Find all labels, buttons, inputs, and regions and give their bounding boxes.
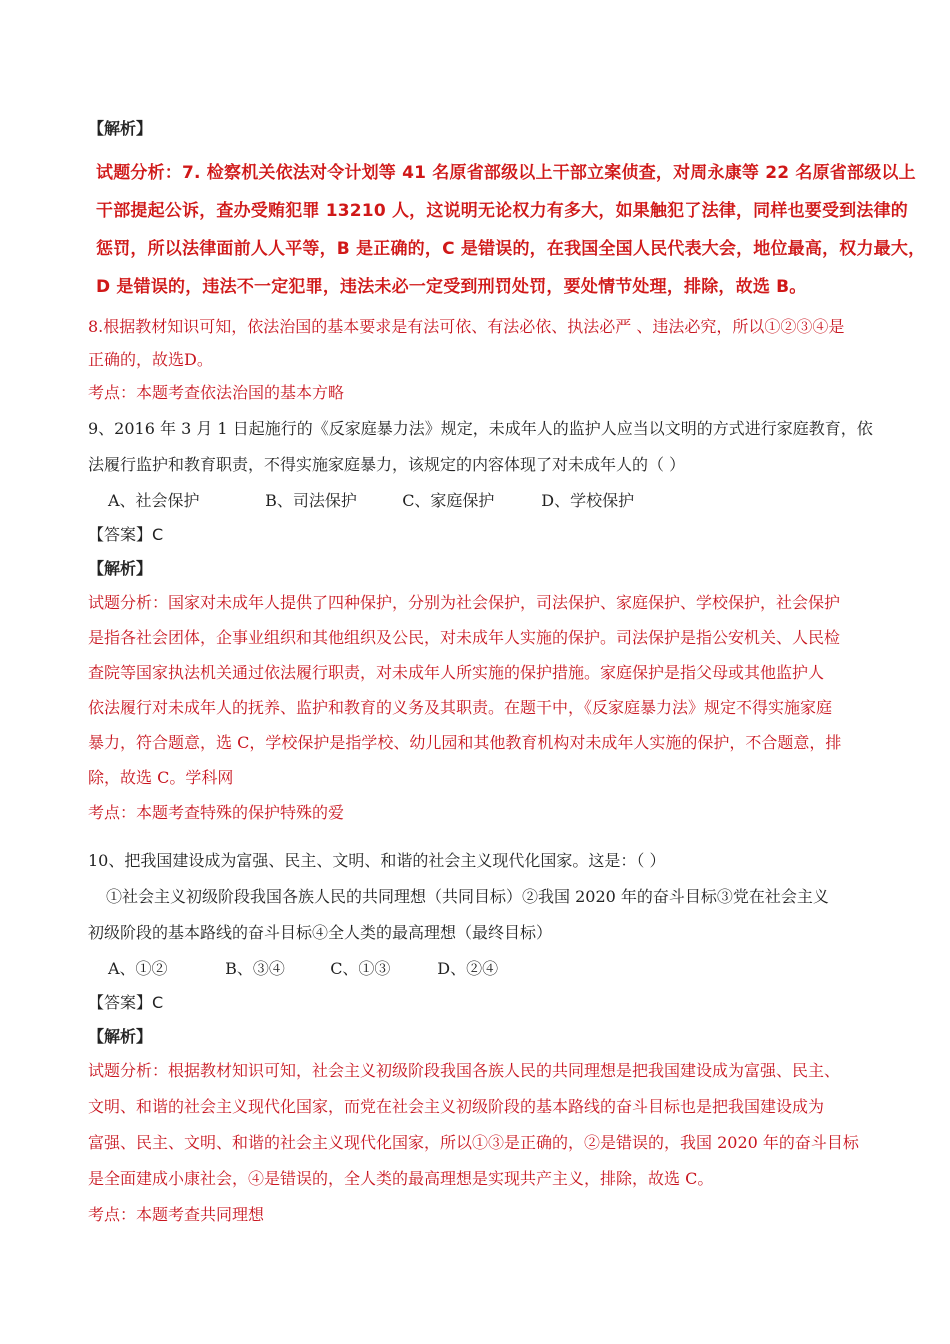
q9-jiexi-label: 【解析】 [88, 559, 153, 578]
q10-section [88, 848, 868, 1236]
q9-option-a: A、社会保护 [108, 491, 200, 510]
q10-analysis-line: 是全面建成小康社会，④是错误的，全人类的最高理想是实现共产主义，排除，故选 C。 [88, 1169, 714, 1188]
q10-option-a: A、①② [108, 959, 168, 978]
q9-section [88, 416, 873, 834]
q9-analysis-line: 查院等国家执法机关通过依法履行职责，对未成年人所实施的保护措施。家庭保护是指父母或其他监护人 [88, 663, 825, 682]
q10-statement-line: 初级阶段的基本路线的奋斗目标④全人类的最高理想（最终目标） [88, 923, 553, 942]
q8-kaodian: 考点：本题考查依法治国的基本方略 [88, 383, 345, 402]
q10-option-b: B、③④ [225, 959, 285, 978]
q10-question: 10、把我国建设成为富强、民主、文明、和谐的社会主义现代化国家。这是：（ ） [88, 851, 666, 870]
q9-question-line: 法履行监护和教育职责，不得实施家庭暴力，该规定的内容体现了对未成年人的（ ） [88, 455, 686, 474]
q10-analysis-line: 试题分析：根据教材知识可知，社会主义初级阶段我国各族人民的共同理想是把我国建设成为富强、民主、 [88, 1061, 841, 1080]
q9-option-c: C、家庭保护 [402, 491, 495, 510]
q10-answer: 【答案】C [88, 993, 164, 1012]
q8-section [88, 314, 868, 413]
q7-analysis-line: 干部提起公诉，查办受贿犯罪 13210 人，这说明无论权力有多大，如果触犯了法律，同样也要受到法律的 [96, 201, 908, 221]
q9-answer: 【答案】C [88, 525, 164, 544]
q7-analysis-line: 试题分析：7. 检察机关依法对令计划等 41 名原省部级以上干部立案侦查，对周永康等 22 名原省部级以上 [96, 163, 916, 183]
q9-analysis-line: 暴力，符合题意，选 C，学校保护是指学校、幼儿园和其他教育机构对未成年人实施的保护，不合题意，排 [88, 733, 842, 752]
q10-options [88, 956, 868, 990]
q10-option-c: C、①③ [330, 959, 391, 978]
q9-analysis-line: 是指各社会团体，企事业组织和其他组织及公民，对未成年人实施的保护。司法保护是指公安机关、人民检 [88, 628, 841, 647]
q8-analysis-line: 正确的，故选D。 [88, 350, 213, 369]
q7-analysis [96, 158, 926, 310]
q10-option-d: D、②④ [437, 959, 499, 978]
q9-analysis-line: 依法履行对未成年人的抚养、监护和教育的义务及其职责。在题干中，《反家庭暴力法》规定不得实施家庭 [88, 698, 833, 717]
q9-kaodian: 考点：本题考查特殊的保护特殊的爱 [88, 803, 345, 822]
q10-analysis-line: 富强、民主、文明、和谐的社会主义现代化国家，所以①③是正确的，②是错误的，我国 2020 年的奋斗目标 [88, 1133, 859, 1152]
q10-jiexi-label: 【解析】 [88, 1027, 153, 1046]
q7-jiexi-label: 【解析】 [88, 119, 153, 138]
q7-analysis-line: D 是错误的，违法不一定犯罪，违法未必一定受到刑罚处罚，要处情节处理，排除，故选 B。 [96, 277, 807, 297]
q7-section [88, 116, 868, 139]
q9-question-line: 9、2016 年 3 月 1 日起施行的《反家庭暴力法》规定，未成年人的监护人应当以文明的方式进行家庭教育，依 [88, 419, 873, 438]
q9-option-b: B、司法保护 [265, 491, 357, 510]
q9-analysis-line: 试题分析：国家对未成年人提供了四种保护，分别为社会保护，司法保护、家庭保护、学校保护，社会保护 [88, 593, 841, 612]
q7-analysis-line: 惩罚，所以法律面前人人平等，B 是正确的，C 是错误的，在我国全国人民代表大会，地位最高，权力最大， [96, 239, 926, 259]
q10-analysis-line: 文明、和谐的社会主义现代化国家，而党在社会主义初级阶段的基本路线的奋斗目标也是把我国建设成为 [88, 1097, 825, 1116]
q9-analysis-line: 除，故选 C。学科网 [88, 768, 234, 787]
q9-option-d: D、学校保护 [541, 491, 635, 510]
q9-options [88, 488, 868, 522]
q10-statement-line: ①社会主义初级阶段我国各族人民的共同理想（共同目标）②我国 2020 年的奋斗目标③党在社会主义 [106, 887, 829, 906]
q10-kaodian: 考点：本题考查共同理想 [88, 1205, 265, 1224]
q8-analysis-line: 8.根据教材知识可知，依法治国的基本要求是有法可依、有法必依、执法必严 、违法必究，所以①②③④是 [88, 317, 845, 336]
